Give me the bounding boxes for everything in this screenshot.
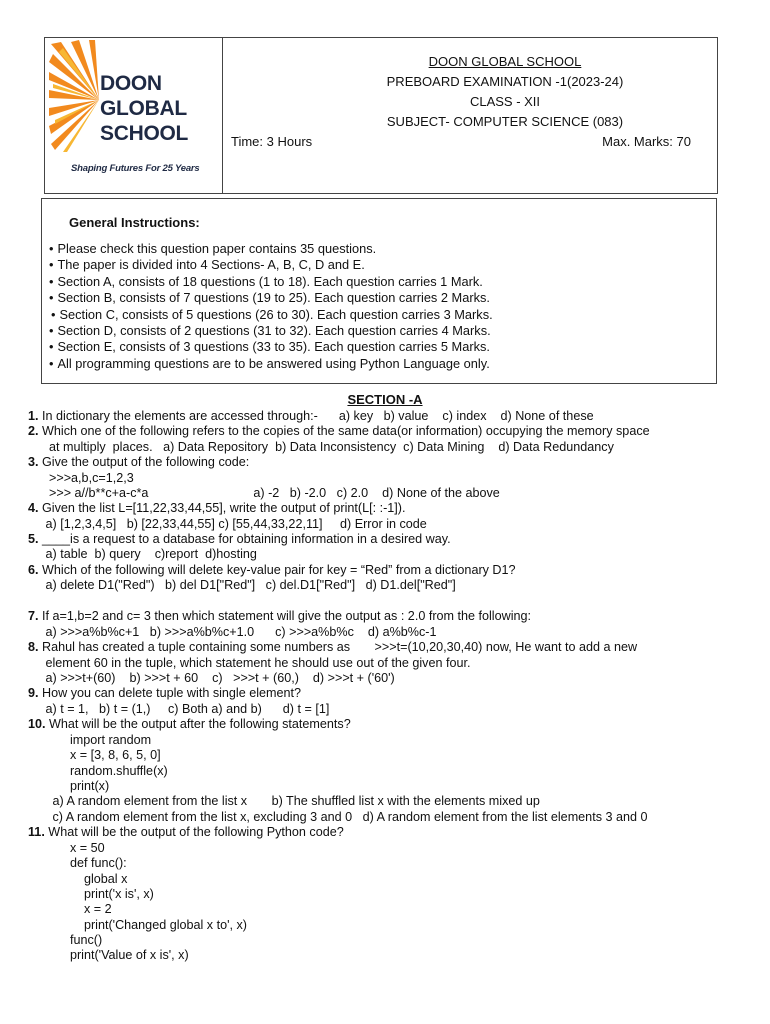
instruction-item: • Section E, consists of 3 questions (33 to 35). Each question carries 5 Marks. [49, 339, 493, 355]
instruction-item: • Section A, consists of 18 questions (1 to 18). Each question carries 1 Mark. [49, 274, 493, 290]
max-marks: Max. Marks: 70 [602, 134, 691, 149]
logo-tagline: Shaping Futures For 25 Years [71, 163, 200, 174]
instruction-item: • Section B, consists of 7 questions (19 to 25). Each question carries 2 Marks. [49, 290, 493, 306]
question-line: 1. In dictionary the elements are accessed through:- a) key b) value c) index d) None of these [28, 409, 594, 423]
logo-line: GLOBAL [100, 97, 187, 120]
instruction-item: • Please check this question paper contains 35 questions. [49, 241, 493, 257]
general-instructions-box [41, 198, 717, 384]
question-line: 9. How you can delete tuple with single element? [28, 686, 302, 700]
question-line: print(x) [28, 779, 110, 793]
question-line: c) A random element from the list x, excluding 3 and 0 d) A random element from the list elements 3 and 0 [28, 810, 648, 824]
question-line: global x [28, 872, 128, 886]
question-line: a) delete D1("Red") b) del D1["Red"] c) del.D1["Red"] d) D1.del["Red"] [28, 578, 456, 592]
question-line: a) A random element from the list x b) The shuffled list x with the elements mixed up [28, 794, 540, 808]
question-line: a) [1,2,3,4,5] b) [22,33,44,55] c) [55,44,33,22,11] d) Error in code [28, 517, 427, 531]
question-line: >>> a//b**c+a-c*a a) -2 b) -2.0 c) 2.0 d) None of the above [28, 486, 500, 500]
time-allowed: Time: 3 Hours [231, 134, 313, 149]
instruction-item: • The paper is divided into 4 Sections- A, B, C, D and E. [49, 257, 493, 273]
question-line: func() [28, 933, 103, 947]
question-line: a) t = 1, b) t = (1,) c) Both a) and b) d) t = [1] [28, 702, 330, 716]
question-line: x = 2 [28, 902, 112, 916]
question-line: 10. What will be the output after the following statements? [28, 717, 351, 731]
question-line: a) >>>a%b%c+1 b) >>>a%b%c+1.0 c) >>>a%b%c d) a%b%c-1 [28, 625, 437, 639]
instruction-item: • All programming questions are to be answered using Python Language only. [49, 356, 490, 372]
question-line: print('Changed global x to', x) [28, 918, 248, 932]
instruction-item: • Section C, consists of 5 questions (26 to 30). Each question carries 3 Marks. [49, 307, 493, 323]
question-line: 7. If a=1,b=2 and c= 3 then which statement will give the output as : 2.0 from the following: [28, 609, 532, 623]
question-line: >>>a,b,c=1,2,3 [28, 471, 134, 485]
question-line: 2. Which one of the following refers to the copies of the same data(or information) occupying the memory space [28, 424, 650, 438]
logo-wordmark [100, 71, 188, 146]
question-line: 11. What will be the output of the following Python code? [28, 825, 344, 839]
question-line: x = 50 [28, 841, 105, 855]
question-line: 6. Which of the following will delete key-value pair for key = “Red” from a dictionary D1? [28, 563, 516, 577]
question-line: import random [28, 733, 152, 747]
exam-name: PREBOARD EXAMINATION -1(2023-24) [386, 74, 624, 89]
question-line: a) >>>t+(60) b) >>>t + 60 c) >>>t + (60,) d) >>>t + ('60') [28, 671, 395, 685]
question-line: x = [3, 8, 6, 5, 0] [28, 748, 161, 762]
question-line: element 60 in the tuple, which statement he should use out of the given four. [28, 656, 471, 670]
question-line: 4. Given the list L=[11,22,33,44,55], write the output of print(L[: :-1]). [28, 501, 406, 515]
school-name: DOON GLOBAL SCHOOL [428, 54, 582, 69]
question-line: print('Value of x is', x) [28, 948, 189, 962]
instructions-list [49, 241, 493, 356]
section-a-title: SECTION -A [347, 392, 423, 407]
question-line: at multiply places. a) Data Repository b) Data Inconsistency c) Data Mining d) Data Redundancy [28, 440, 614, 454]
instructions-title: General Instructions: [69, 215, 200, 230]
question-line: print('x is', x) [28, 887, 154, 901]
logo-line: SCHOOL [100, 122, 189, 145]
question-line: def func(): [28, 856, 127, 870]
question-line: 3. Give the output of the following code: [28, 455, 250, 469]
instructions-list-last [49, 356, 490, 372]
class-name: CLASS - XII [469, 94, 541, 109]
header-box [44, 37, 718, 194]
question-line: 5. ____is a request to a database for obtaining information in a desired way. [28, 532, 451, 546]
question-line: a) table b) query c)report d)hosting [28, 547, 257, 561]
logo-line: DOON [100, 72, 162, 95]
subject-name: SUBJECT- COMPUTER SCIENCE (083) [386, 114, 624, 129]
logo [45, 38, 223, 193]
instruction-item: • Section D, consists of 2 questions (31 to 32). Each question carries 4 Marks. [49, 323, 493, 339]
question-line: random.shuffle(x) [28, 764, 168, 778]
question-line: 8. Rahul has created a tuple containing some numbers as >>>t=(10,20,30,40) now, He want to add a new [28, 640, 638, 654]
